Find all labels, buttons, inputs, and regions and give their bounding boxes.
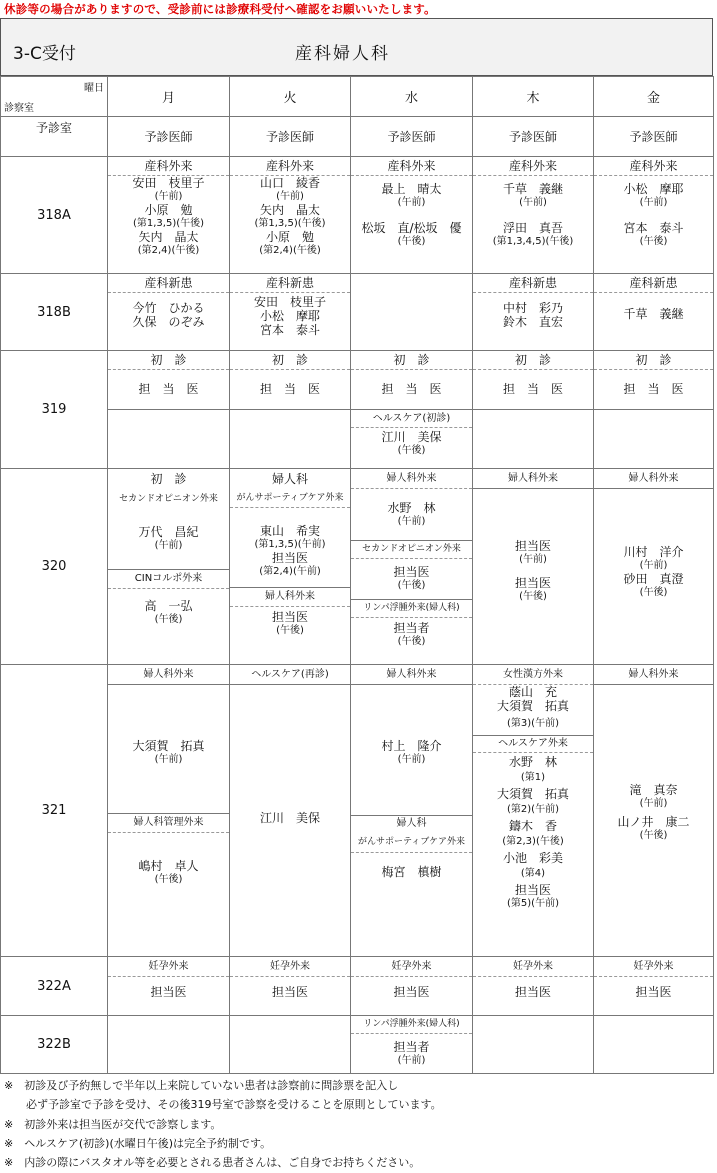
cell-320-thu — [473, 469, 594, 665]
cell-322a-fri — [594, 957, 714, 1016]
room-321: 321 — [1, 665, 108, 957]
clinic-head: 婦人科 — [271, 472, 308, 486]
cell-318b-thu — [473, 274, 594, 351]
time: (第1,3,5)(午前) — [254, 539, 326, 550]
cell-322a-thu — [473, 957, 594, 1016]
doctor: 担 当 医 — [473, 370, 593, 410]
doctor: 鈴木 直宏 — [502, 315, 563, 329]
doctor: 担当者 — [393, 1040, 430, 1054]
doctor: 江川 美保 — [259, 811, 320, 825]
time: (午後) — [639, 236, 668, 247]
cell: 予診医師 — [351, 117, 473, 157]
clinic-sub: がんサポーティブケア外来 — [230, 489, 350, 508]
doctor: 矢内 晶太 — [259, 203, 320, 217]
cell-318a-fri — [594, 157, 714, 274]
cell-322a-mon — [108, 957, 230, 1016]
time: (午前) — [397, 197, 426, 208]
cell-321-thu — [473, 665, 594, 957]
doctor: 担 当 医 — [230, 370, 350, 410]
footnote: ※ 内診の際にバスタオル等を必要とされる患者さんは、ご自身でお持ちください。 — [4, 1156, 421, 1169]
clinic-head: 初 診 — [351, 351, 472, 370]
cell-318a-tue — [230, 157, 351, 274]
clinic-head: 婦人科 — [351, 815, 472, 832]
doctor: 宮本 泰斗 — [623, 221, 684, 235]
cell-320-mon — [108, 469, 230, 665]
cell-318a-wed — [351, 157, 473, 274]
doctor: 担 当 医 — [108, 370, 229, 410]
doctor: 砂田 真澄 — [623, 572, 684, 586]
cell-318b-tue — [230, 274, 351, 351]
doctor: 松坂 直/松坂 優 — [361, 221, 462, 235]
time: (午後) — [397, 236, 426, 247]
time: (午後) — [154, 874, 183, 885]
doctor: 中村 彩乃 — [502, 301, 563, 315]
cell-322b-mon — [108, 1016, 230, 1074]
clinic-head: 婦人科外来 — [108, 665, 229, 685]
time: (第4) — [520, 868, 546, 879]
row-319 — [1, 351, 714, 469]
doctor: 東山 希実 — [259, 524, 320, 538]
cell-322a-wed — [351, 957, 473, 1016]
doctor: 宮本 泰斗 — [259, 323, 320, 337]
time: (午前) — [519, 197, 547, 208]
doctor: 山ノ井 康二 — [617, 815, 690, 829]
doctor: 担当医 — [514, 539, 551, 553]
doctor: 小松 摩耶 — [259, 309, 320, 323]
cell-322b-fri — [594, 1016, 714, 1074]
doctor: 担当医 — [635, 985, 672, 999]
clinic-head: 婦人科外来 — [473, 469, 593, 489]
day-mon: 月 — [108, 77, 230, 117]
clinic-head: 産科外来 — [108, 157, 229, 176]
time: (午後) — [519, 591, 547, 602]
clinic-head: リンパ浮腫外来(婦人科) — [351, 599, 472, 618]
room-318b: 318B — [1, 274, 108, 351]
doctor: 水野 林 — [508, 755, 557, 769]
time: (午前) — [397, 1055, 426, 1066]
time: (午前) — [397, 516, 426, 527]
doctor: 担 当 医 — [594, 370, 713, 410]
time: (午後) — [397, 636, 426, 647]
doctor: 担当医 — [393, 985, 430, 999]
row-322a — [1, 957, 714, 1016]
room-label: 診察室 — [4, 103, 34, 114]
doctor: 担当者 — [393, 621, 430, 635]
room-320: 320 — [1, 469, 108, 665]
doctor: 担当医 — [271, 985, 308, 999]
cell-318a-thu — [473, 157, 594, 274]
doctor: 小池 彩美 — [502, 851, 563, 865]
clinic-head: CINコルポ外来 — [108, 569, 229, 589]
clinic-head: 産科新患 — [473, 274, 593, 293]
doctor: 小原 勉 — [265, 230, 314, 244]
notice-banner: 休診等の場合がありますので、受診前には診療科受付へ確認をお願いいたします。 — [4, 2, 436, 16]
time: (第2,3)(午後) — [502, 836, 564, 847]
time: (午前) — [397, 754, 426, 765]
time: (午後) — [154, 614, 183, 625]
doctor: 担当医 — [393, 565, 430, 579]
schedule-table — [0, 76, 714, 1074]
time: (午後) — [276, 625, 304, 636]
doctor: 小原 勉 — [144, 203, 193, 217]
cell: 予診医師 — [108, 117, 230, 157]
time: (午後) — [397, 580, 426, 591]
room-322b: 322B — [1, 1016, 108, 1074]
reception-code: 3-C受付 — [13, 44, 76, 64]
cell-320-wed — [351, 469, 473, 665]
time: (第2,4)(午後) — [137, 245, 200, 256]
clinic-head: 産科外来 — [351, 157, 472, 176]
schedule-header — [0, 18, 713, 76]
doctor: 千草 義継 — [502, 182, 563, 196]
day-fri: 金 — [594, 77, 714, 117]
doctor: 矢内 晶太 — [138, 230, 199, 244]
cell-322b-tue — [230, 1016, 351, 1074]
footnote: ※ 初診外来は担当医が交代で診察します。 — [4, 1118, 222, 1131]
doctor: 安田 枝里子 — [253, 295, 326, 309]
doctor: 村上 隆介 — [381, 739, 442, 753]
clinic-head: ヘルスケア(初診) — [351, 410, 472, 428]
day-wed: 水 — [351, 77, 473, 117]
time: (午後) — [397, 445, 426, 456]
clinic-head: 妊孕外来 — [230, 957, 350, 977]
time: (第1,3,4,5)(午後) — [492, 236, 574, 247]
clinic-head: 妊孕外来 — [594, 957, 713, 977]
clinic-head: リンパ浮腫外来(婦人科) — [351, 1016, 472, 1034]
time: (午前) — [639, 798, 668, 809]
doctor: 担当医 — [514, 576, 551, 590]
cell: 予診医師 — [594, 117, 714, 157]
doctor: 大須賀 拓真 — [496, 787, 569, 801]
time: (第1) — [520, 772, 546, 783]
footnote: ※ ヘルスケア(初診)(水曜日午後)は完全予約制です。 — [4, 1137, 272, 1150]
time: (第2,4)(午後) — [259, 245, 321, 256]
row-yoshin — [1, 117, 714, 157]
clinic-sub: セカンドオピニオン外来 — [119, 494, 218, 504]
time: (午前) — [154, 754, 183, 765]
footnote: 必ず予診室で予診を受け、その後319号室で診察を受けることを原則としています。 — [4, 1098, 442, 1111]
doctor: 鑄木 香 — [508, 819, 557, 833]
clinic-sub: がんサポーティブケア外来 — [351, 832, 472, 853]
cell-320-tue — [230, 469, 351, 665]
weekday-label: 曜日 — [84, 83, 104, 94]
doctor: 川村 洋介 — [623, 545, 684, 559]
time: (午前) — [276, 191, 304, 202]
cell-321-fri — [594, 665, 714, 957]
clinic-head: 産科外来 — [230, 157, 350, 176]
clinic-head: 女性漢方外来 — [473, 665, 593, 685]
cell-318b-fri — [594, 274, 714, 351]
corner-cell — [1, 77, 108, 117]
cell-319-wed — [351, 351, 473, 469]
time: (第2,4)(午前) — [259, 566, 321, 577]
clinic-head: 初 診 — [594, 351, 713, 370]
doctor: 高 一弘 — [144, 599, 193, 613]
clinic-head: 婦人科管理外来 — [108, 813, 229, 833]
cell-319-fri — [594, 351, 714, 469]
cell-318b-mon — [108, 274, 230, 351]
clinic-head: 妊孕外来 — [351, 957, 472, 977]
doctor: 水野 林 — [387, 501, 436, 515]
clinic-head: ヘルスケア(再診) — [230, 665, 350, 685]
clinic-head: 産科新患 — [594, 274, 713, 293]
time: (第5)(午前) — [507, 898, 559, 909]
doctor: 千草 義継 — [623, 307, 684, 321]
doctor: 梅宮 槙樹 — [381, 865, 442, 879]
room-322a: 322A — [1, 957, 108, 1016]
time: (第1,3,5)(午後) — [132, 218, 205, 229]
doctor: 担当医 — [271, 551, 308, 565]
time: (第3)(午前) — [507, 718, 559, 729]
doctor: 担当医 — [514, 985, 551, 999]
time: (午前) — [639, 560, 668, 571]
cell: 予診医師 — [230, 117, 351, 157]
row-320 — [1, 469, 714, 665]
clinic-head: 婦人科外来 — [594, 469, 713, 489]
time: (午前) — [154, 540, 183, 551]
doctor: 蔭山 充 — [508, 685, 557, 699]
cell-319-thu — [473, 351, 594, 469]
doctor: 今竹 ひかる — [132, 301, 205, 315]
doctor: 浮田 真吾 — [502, 221, 563, 235]
doctor: 万代 昌紀 — [138, 525, 199, 539]
cell-321-mon — [108, 665, 230, 957]
cell-318b-wed — [351, 274, 473, 351]
clinic-head: 産科新患 — [230, 274, 350, 293]
time: (午後) — [639, 830, 668, 841]
row-322b — [1, 1016, 714, 1074]
cell-321-tue — [230, 665, 351, 957]
time: (午後) — [639, 587, 668, 598]
row-321 — [1, 665, 714, 957]
cell-322b-wed — [351, 1016, 473, 1074]
day-tue: 火 — [230, 77, 351, 117]
clinic-head: 産科外来 — [473, 157, 593, 176]
doctor: 担 当 医 — [351, 370, 472, 410]
clinic-head: 婦人科外来 — [351, 665, 472, 685]
clinic-head: 妊孕外来 — [108, 957, 229, 977]
cell-322a-tue — [230, 957, 351, 1016]
cell: 予診医師 — [473, 117, 594, 157]
doctor: 嶋村 卓人 — [138, 859, 199, 873]
doctor: 大須賀 拓真 — [132, 739, 205, 753]
department-title: 産科婦人科 — [295, 44, 390, 64]
room-318a: 318A — [1, 157, 108, 274]
clinic-head: 産科新患 — [108, 274, 229, 293]
clinic-head: 初 診 — [473, 351, 593, 370]
doctor: 山口 綾香 — [259, 176, 320, 190]
row-318a — [1, 157, 714, 274]
room-319: 319 — [1, 351, 108, 469]
time: (午前) — [519, 554, 547, 565]
clinic-head: 婦人科外来 — [594, 665, 713, 685]
cell-320-fri — [594, 469, 714, 665]
day-header-row — [1, 77, 714, 117]
day-thu: 木 — [473, 77, 594, 117]
cell-318a-mon — [108, 157, 230, 274]
doctor: 安田 枝里子 — [132, 176, 205, 190]
clinic-head: ヘルスケア外来 — [473, 735, 593, 753]
cell-321-wed — [351, 665, 473, 957]
clinic-head: 初 診 — [150, 472, 187, 486]
row-318b — [1, 274, 714, 351]
doctor: 久保 のぞみ — [132, 315, 205, 329]
footnote: ※ 初診及び予約無しで半年以上来院していない患者は診察前に問診票を記入し — [4, 1079, 399, 1092]
time: (午前) — [639, 197, 668, 208]
cell-319-tue — [230, 351, 351, 469]
doctor: 滝 真奈 — [629, 783, 678, 797]
clinic-head: 初 診 — [108, 351, 229, 370]
time: (第1,3,5)(午後) — [254, 218, 326, 229]
clinic-head: セカンドオピニオン外来 — [351, 540, 472, 559]
doctor: 最上 晴太 — [381, 182, 442, 196]
cell-322b-thu — [473, 1016, 594, 1074]
doctor: 担当医 — [514, 883, 551, 897]
doctor: 担当医 — [150, 985, 187, 999]
clinic-head: 婦人科外来 — [351, 469, 472, 489]
clinic-head: 妊孕外来 — [473, 957, 593, 977]
doctor: 大須賀 拓真 — [496, 699, 569, 713]
doctor: 小松 摩耶 — [623, 182, 684, 196]
doctor: 担当医 — [271, 610, 308, 624]
time: (第2)(午前) — [507, 804, 559, 815]
cell-319-mon — [108, 351, 230, 469]
time: (午前) — [154, 191, 183, 202]
room-yoshin: 予診室 — [1, 117, 108, 157]
doctor: 江川 美保 — [381, 430, 442, 444]
clinic-head: 初 診 — [230, 351, 350, 370]
clinic-head: 婦人科外来 — [230, 587, 350, 607]
clinic-head: 産科外来 — [594, 157, 713, 176]
